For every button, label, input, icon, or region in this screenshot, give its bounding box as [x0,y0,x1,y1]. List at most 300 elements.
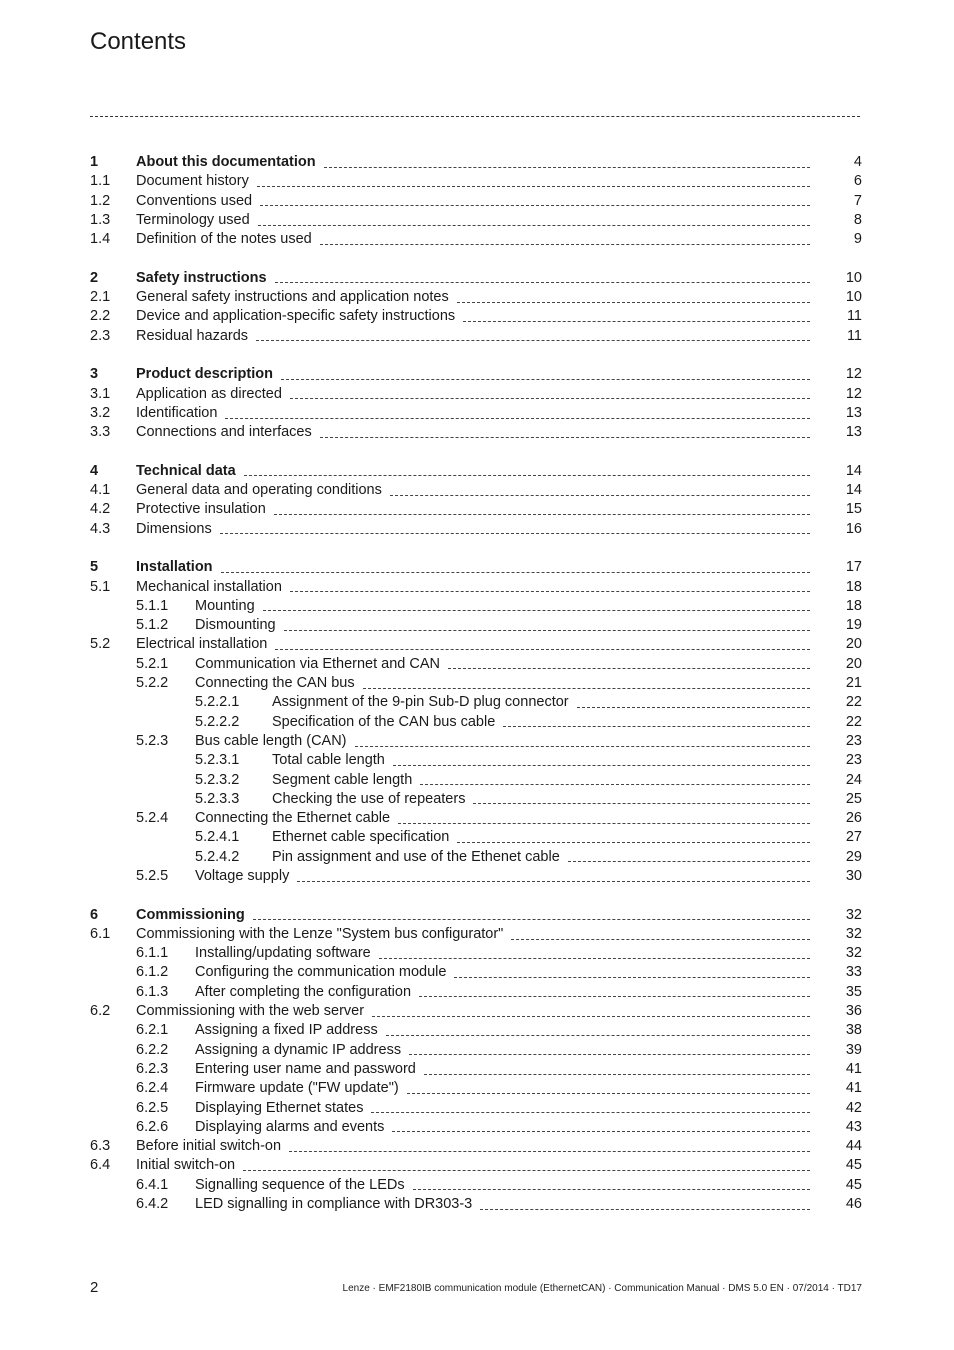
toc-entry-page: 22 [845,713,862,730]
toc-leader-line [324,167,810,168]
toc-entry[interactable] [90,597,862,616]
toc-entry[interactable] [90,1137,862,1156]
toc-entry-number: 5.2.3.1 [195,752,240,769]
toc-entry-page: 12 [845,366,862,383]
toc-entry-number: 5.2.3.3 [195,790,240,807]
toc-entry[interactable] [90,635,862,654]
header-divider [90,116,860,117]
toc-entry-body [136,1137,862,1156]
toc-entry-page: 10 [845,269,862,286]
toc-entry-body [195,1021,862,1040]
toc-entry-body [136,192,862,211]
toc-leader-line [393,765,810,766]
toc-entry-title: About this documentation [136,154,316,170]
toc-leader-line [568,861,810,862]
toc-leader-line [290,591,810,592]
toc-entry-title: Configuring the communication module [195,964,447,981]
toc-entry-title: Assigning a fixed IP address [195,1022,378,1039]
toc-entry-title: Protective insulation [136,501,266,518]
toc-entry-number: 5.2.3.2 [195,771,240,788]
toc-entry-title: General safety instructions and application notes [136,289,449,306]
toc-entry[interactable] [90,983,862,1002]
toc-leader-line [372,1016,810,1017]
toc-entry-page: 10 [845,289,862,306]
toc-entry-page: 30 [845,867,862,884]
toc-leader-line [258,225,810,226]
toc-entry-page: 17 [845,559,862,576]
toc-entry-title: Document history [136,173,249,190]
toc-entry-body [136,211,862,230]
toc-leader-line [457,842,810,843]
toc-leader-line [253,919,810,920]
toc-entry[interactable] [90,1060,862,1079]
toc-entry-number: 5.2.2.2 [195,713,240,730]
toc-entry-page: 33 [845,964,862,981]
toc-entry-page: 21 [845,675,862,692]
toc-entry-number: 3.1 [90,385,111,402]
toc-entry-body [195,1060,862,1079]
toc-entry-number: 5.2.2.1 [195,694,240,711]
toc-entry-body [195,1041,862,1060]
toc-entry[interactable] [90,1156,862,1175]
toc-leader-line [511,939,810,940]
toc-entry-body [136,288,862,307]
toc-entry[interactable] [90,867,862,886]
toc-entry[interactable] [90,1041,862,1060]
toc-entry[interactable] [90,693,862,712]
toc-entry-number: 5.2.3 [136,732,169,749]
toc-leader-line [221,572,810,573]
toc-entry[interactable] [90,655,862,674]
toc-entry-title: Before initial switch-on [136,1138,282,1155]
toc-entry-page: 20 [845,636,862,653]
toc-entry-body [195,732,862,751]
toc-entry-number: 5.2.4.2 [195,848,240,865]
toc-entry-title: Terminology used [136,211,250,228]
toc-entry-title: Commissioning with the web server [136,1003,365,1020]
table-of-contents [90,153,862,1214]
toc-entry-page: 35 [845,983,862,1000]
toc-entry[interactable] [90,732,862,751]
toc-entry-title: Checking the use of repeaters [272,790,466,807]
toc-leader-line [281,379,810,380]
toc-leader-line [454,977,810,978]
toc-entry-title: Assignment of the 9-pin Sub-D plug connector [272,694,569,711]
toc-entry-body [136,307,862,326]
toc-entry-page: 22 [845,694,862,711]
toc-entry-body [195,1079,862,1098]
toc-entry-title: Specification of the CAN bus cable [272,713,496,730]
toc-entry-page: 14 [845,482,862,499]
toc-entry[interactable] [90,1021,862,1040]
toc-entry-title: After completing the configuration [195,983,412,1000]
toc-entry-body [136,230,862,249]
toc-entry-number: 4 [90,462,99,479]
toc-entry-title: Bus cable length (CAN) [195,732,347,749]
toc-entry-number: 6.1.3 [136,983,169,1000]
toc-entry-body [136,269,862,288]
toc-entry-body [136,153,862,172]
toc-entry-body [136,365,862,384]
toc-entry[interactable] [90,771,862,790]
toc-entry-number: 6.4.1 [136,1176,169,1193]
toc-leader-line [257,186,810,187]
toc-entry[interactable] [90,1176,862,1195]
toc-entry-title: Segment cable length [272,771,413,788]
toc-entry-page: 27 [845,829,862,846]
toc-leader-line [263,610,810,611]
toc-entry-page: 44 [845,1138,862,1155]
toc-entry-page: 32 [845,906,862,923]
toc-entry-title: Entering user name and password [195,1060,416,1077]
toc-leader-line [386,1035,810,1036]
toc-entry[interactable] [90,288,862,307]
toc-entry-title: Safety instructions [136,269,267,286]
toc-entry-title: Mounting [195,597,255,614]
toc-entry[interactable] [90,423,862,442]
toc-entry[interactable] [90,558,862,577]
toc-entry-page: 25 [845,790,862,807]
toc-entry-body [195,597,862,616]
toc-entry-page: 23 [845,752,862,769]
toc-entry-page: 6 [853,173,862,190]
toc-entry[interactable] [90,211,862,230]
toc-entry-page: 39 [845,1041,862,1058]
toc-entry[interactable] [90,848,862,867]
toc-entry-number: 2.2 [90,308,111,325]
toc-entry-body [195,616,862,635]
toc-leader-line [463,321,810,322]
toc-entry[interactable] [90,500,862,519]
toc-entry-body [136,906,862,925]
toc-entry-body [136,500,862,519]
toc-entry-page: 15 [845,501,862,518]
toc-entry-title: Device and application-specific safety instructions [136,308,456,325]
toc-entry-number: 3 [90,366,99,383]
toc-entry-body [195,983,862,1002]
toc-entry-page: 11 [846,327,862,344]
toc-entry-body [272,693,862,712]
toc-entry-body [195,809,862,828]
toc-entry-title: Firmware update ("FW update") [195,1080,399,1097]
toc-entry[interactable] [90,616,862,635]
toc-entry-page: 11 [846,308,862,325]
toc-entry[interactable] [90,1195,862,1214]
footer-text: Lenze · EMF2180IB communication module (EthernetCAN) · Communication Manual · DMS 5.0 EN · 07/2014 · TD17 [342,1283,862,1294]
toc-entry[interactable] [90,153,862,172]
toc-entry[interactable] [90,462,862,481]
toc-entry-body [136,635,862,654]
toc-entry[interactable] [90,925,862,944]
toc-entry-number: 2 [90,269,99,286]
toc-entry-body [136,925,862,944]
toc-leader-line [297,881,810,882]
toc-entry-page: 36 [845,1003,862,1020]
toc-entry-page: 7 [853,192,862,209]
toc-entry-number: 1.2 [90,192,111,209]
toc-entry[interactable] [90,365,862,384]
toc-entry-body [272,828,862,847]
toc-leader-line [320,437,810,438]
toc-entry[interactable] [90,1118,862,1137]
toc-entry-body [195,867,862,886]
toc-entry-page: 13 [845,404,862,421]
toc-entry-page: 38 [845,1022,862,1039]
toc-entry-number: 5.2.4 [136,810,169,827]
toc-leader-line [363,688,810,689]
toc-entry-title: General data and operating conditions [136,482,382,499]
toc-entry-body [195,1118,862,1137]
toc-leader-line [413,1189,810,1190]
toc-entry-number: 3.2 [90,404,111,421]
toc-entry-title: Mechanical installation [136,578,282,595]
toc-entry-number: 5.2.5 [136,867,169,884]
toc-leader-line [420,784,810,785]
toc-entry-number: 6.2.6 [136,1118,169,1135]
toc-entry[interactable] [90,307,862,326]
toc-entry-title: Installing/updating software [195,945,371,962]
toc-entry-body [195,1176,862,1195]
toc-entry-number: 6.2.2 [136,1041,169,1058]
toc-entry-number: 5.2 [90,636,111,653]
toc-entry-body [136,172,862,191]
toc-entry-number: 1 [90,154,99,170]
toc-entry-number: 6.1.1 [136,945,169,962]
toc-entry-number: 4.3 [90,520,111,537]
toc-entry-body [272,713,862,732]
toc-entry[interactable] [90,192,862,211]
toc-entry[interactable] [90,963,862,982]
toc-entry-body [136,481,862,500]
toc-entry-number: 5.2.2 [136,675,169,692]
toc-leader-line [424,1074,810,1075]
toc-entry-body [136,558,862,577]
toc-entry-title: Definition of the notes used [136,231,312,248]
toc-entry-page: 26 [845,810,862,827]
toc-entry[interactable] [90,1002,862,1021]
toc-entry-body [195,674,862,693]
toc-entry-body [195,1099,862,1118]
toc-entry-title: Application as directed [136,385,282,402]
toc-entry-title: Ethernet cable specification [272,829,450,846]
toc-entry[interactable] [90,944,862,963]
toc-entry-page: 43 [845,1118,862,1135]
toc-entry-page: 14 [845,462,862,479]
toc-entry[interactable] [90,1099,862,1118]
toc-leader-line [392,1131,810,1132]
toc-entry-page: 42 [845,1099,862,1116]
toc-entry-body [195,944,862,963]
toc-entry-page: 45 [845,1157,862,1174]
toc-entry-number: 6.2.3 [136,1060,169,1077]
toc-entry-title: Pin assignment and use of the Ethenet cable [272,848,560,865]
toc-entry-page: 19 [845,617,862,634]
toc-entry-body [195,655,862,674]
toc-entry[interactable] [90,906,862,925]
toc-entry-page: 46 [845,1196,862,1213]
toc-entry-title: Electrical installation [136,636,268,653]
toc-entry-number: 2.3 [90,327,111,344]
toc-entry-number: 5.1 [90,578,111,595]
toc-leader-line [274,514,810,515]
toc-leader-line [275,282,810,283]
toc-entry-title: Commissioning [136,906,245,923]
toc-entry[interactable] [90,269,862,288]
toc-entry-number: 5.2.4.1 [195,829,240,846]
toc-leader-line [577,707,810,708]
toc-entry-title: Connecting the CAN bus [195,675,355,692]
toc-leader-line [220,533,810,534]
toc-leader-line [390,495,810,496]
toc-entry-page: 13 [845,424,862,441]
toc-entry-body [136,462,862,481]
toc-entry[interactable] [90,674,862,693]
toc-leader-line [473,803,810,804]
toc-entry[interactable] [90,790,862,809]
toc-entry-title: Initial switch-on [136,1157,236,1174]
toc-entry-page: 18 [845,578,862,595]
toc-leader-line [379,958,810,959]
toc-entry-title: Connecting the Ethernet cable [195,810,391,827]
toc-entry-title: Signalling sequence of the LEDs [195,1176,405,1193]
toc-entry-body [136,1002,862,1021]
toc-entry-title: Total cable length [272,752,385,769]
toc-entry-page: 8 [853,211,862,228]
toc-entry[interactable] [90,809,862,828]
toc-entry-number: 1.1 [90,173,111,190]
toc-leader-line [244,475,810,476]
toc-entry-title: Assigning a dynamic IP address [195,1041,402,1058]
toc-entry-number: 4.1 [90,482,111,499]
toc-entry-body [136,385,862,404]
toc-leader-line [320,244,810,245]
toc-entry-title: Technical data [136,462,236,479]
toc-entry-number: 6.3 [90,1138,111,1155]
toc-entry-page: 18 [845,597,862,614]
toc-leader-line [355,746,810,747]
toc-entry-number: 6.1.2 [136,964,169,981]
toc-entry-page: 4 [853,154,862,170]
toc-leader-line [284,630,810,631]
toc-entry-number: 1.4 [90,231,111,248]
toc-entry-body [272,751,862,770]
toc-entry-body [272,848,862,867]
toc-entry-number: 1.3 [90,211,111,228]
toc-entry-title: Dimensions [136,520,212,537]
page-title: Contents [90,28,187,55]
toc-entry-page: 29 [845,848,862,865]
toc-leader-line [290,398,810,399]
toc-leader-line [409,1054,810,1055]
toc-entry-body [272,771,862,790]
toc-entry[interactable] [90,578,862,597]
toc-leader-line [256,340,810,341]
toc-leader-line [398,823,810,824]
toc-entry-title: Residual hazards [136,327,249,344]
toc-leader-line [243,1170,810,1171]
toc-leader-line [275,649,810,650]
toc-entry[interactable] [90,713,862,732]
toc-entry-title: Communication via Ethernet and CAN [195,655,441,672]
toc-entry-number: 5.1.1 [136,597,169,614]
toc-entry-number: 6.4 [90,1157,111,1174]
toc-entry-page: 24 [845,771,862,788]
toc-entry-body [272,790,862,809]
page-number: 2 [90,1279,99,1296]
toc-entry-number: 6.2 [90,1003,111,1020]
toc-entry-number: 2.1 [90,289,111,306]
toc-entry-body [136,578,862,597]
toc-entry[interactable] [90,327,862,346]
toc-entry-body [136,520,862,539]
toc-entry-number: 5 [90,559,99,576]
toc-entry-body [195,1195,862,1214]
toc-entry[interactable] [90,404,862,423]
toc-leader-line [457,302,810,303]
toc-entry-title: Installation [136,559,213,576]
toc-entry[interactable] [90,520,862,539]
toc-entry-number: 6.2.5 [136,1099,169,1116]
toc-entry-title: Product description [136,366,273,383]
toc-entry-page: 23 [845,732,862,749]
toc-entry-number: 6.2.1 [136,1022,169,1039]
toc-entry-number: 6.1 [90,925,111,942]
toc-entry-page: 9 [853,231,862,248]
toc-entry[interactable] [90,385,862,404]
toc-entry-title: Voltage supply [195,867,290,884]
toc-leader-line [289,1151,810,1152]
toc-entry-title: Identification [136,404,218,421]
toc-entry[interactable] [90,172,862,191]
toc-entry-number: 4.2 [90,501,111,518]
toc-leader-line [260,205,810,206]
toc-entry[interactable] [90,751,862,770]
toc-entry-number: 5.1.2 [136,617,169,634]
toc-entry[interactable] [90,1079,862,1098]
toc-entry-number: 5.2.1 [136,655,169,672]
toc-entry[interactable] [90,481,862,500]
toc-entry-title: Dismounting [195,617,276,634]
toc-entry[interactable] [90,230,862,249]
toc-leader-line [407,1093,810,1094]
toc-entry[interactable] [90,828,862,847]
toc-entry-page: 12 [845,385,862,402]
toc-entry-body [136,404,862,423]
toc-entry-body [136,1156,862,1175]
toc-entry-body [136,423,862,442]
toc-leader-line [419,996,810,997]
toc-entry-page: 20 [845,655,862,672]
toc-leader-line [371,1112,810,1113]
toc-entry-page: 45 [845,1176,862,1193]
toc-entry-title: Commissioning with the Lenze "System bus configurator" [136,925,504,942]
toc-entry-title: Conventions used [136,192,253,209]
toc-entry-title: Displaying alarms and events [195,1118,385,1135]
toc-leader-line [503,726,810,727]
toc-entry-number: 6.2.4 [136,1080,169,1097]
toc-entry-body [195,963,862,982]
toc-leader-line [480,1209,810,1210]
toc-entry-title: Connections and interfaces [136,424,312,441]
toc-entry-number: 6.4.2 [136,1196,169,1213]
toc-entry-page: 41 [845,1080,862,1097]
toc-entry-number: 6 [90,906,99,923]
toc-entry-title: Displaying Ethernet states [195,1099,364,1116]
toc-entry-body [136,327,862,346]
toc-entry-page: 41 [845,1060,862,1077]
toc-entry-title: LED signalling in compliance with DR303-3 [195,1196,473,1213]
toc-leader-line [448,668,810,669]
